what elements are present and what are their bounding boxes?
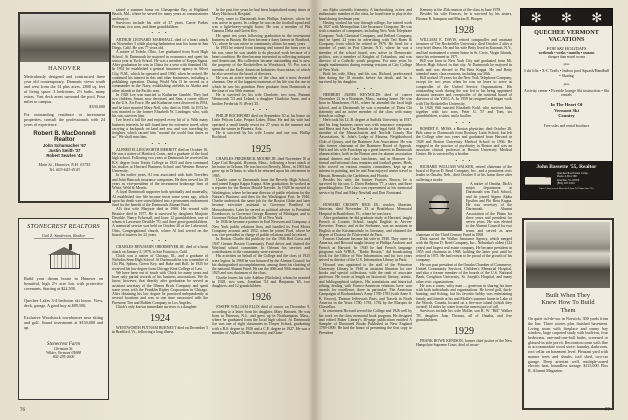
text-column — [416, 8, 512, 348]
paragraph: FRANK ROWE KENISON, former chief justice of the New Hampshire Supreme Court, died of an un- — [416, 339, 512, 348]
snowflake-icon: ✻ — [561, 9, 572, 25]
house-drawing — [46, 244, 82, 268]
paragraph: RICHARD WILLIAM WALKER, retired chairman of the board of Byron D. Reed Company, Inc., and a prominent civic leader in Omaha, Neb., died October 8 at his home there after suffering a stroke. — [416, 164, 512, 182]
ad-footer — [521, 161, 612, 199]
paragraph: Survivors include his wife Mollie, son R. W. "Bill" Walker '59, daughter Joan Thomas, all of Omaha, and five grandchildren. — [416, 309, 512, 322]
agent: Robert Searles '42 — [46, 153, 83, 158]
paragraph: Chick was a native of Chicago, Ill., and a graduate of Nicholas Senn High School. At Dartmouth he was a member of Chi Phi, Sphinx, Green Key, and Rake and Roll. In 1925 he received his law degree from Chicago Kent College of Law. — [112, 253, 208, 271]
norwich-house-ad — [522, 218, 614, 410]
paragraph: A native of Omaha, Dick's major department at Dartmouth was Tuck School, and he joined Sigma Alpha Epsilon and Phi Beta Kappa. He was secretary of the Dartmouth Alumni Association of the Plains for three years and president for seven years. He was elected to the Alumni Council for two terms and served as area chairman of the Third Century Fund in 1968. — [416, 181, 512, 237]
stonecrest-realtors-ad — [18, 218, 109, 400]
section-separator: • • • — [252, 106, 270, 112]
ad-brochure: Free sales and rental brochure — [543, 124, 590, 129]
paragraph: He is survived by his wife Charlotte, two sons, Putnam Wentworth '53 and Leland, a daughter Charlotte Anne, and a brother Frederick N. (Pete) '25. — [212, 93, 310, 106]
paragraph: After graduation he did graduate study at Harvard, taught French at Loomis School, taught English in Aix-en-Provence, France, and at the Sorbonne, was an assistant in English at the Kristianschule in Germany, and obtained the degree of Docteur de l'Université de Paris. — [319, 215, 412, 237]
paragraph: He spent ten years following graduation in the investment business in Boston. He then became a dairy farmer in Bradford, Vt., where he was active in community affairs for many years. — [212, 33, 310, 46]
paragraph: In 1928, Bill married Elizabeth Kohl, who survives him, together with two sons, Peter G. '57 and Tom, six grandchildren, a sister, and a brother. — [416, 105, 512, 119]
class-year-heading: 1924 — [150, 313, 170, 324]
paragraph: Kemeny at the 45th reunion of the class in June 1978. — [420, 8, 502, 12]
ad-body: On quiet cul-de-sac in Norwich, 300 yards from the Inn. Three stories plus finished basement. Living room with fireplace and sunny bay window, large carpeted study with built-ins, four bedrooms, one-and-one-half baths, screened or glassed-in side porch. Recreation room with flue to accommodate wood stove, laundry, darkroom, root cellar on basement level. Pleasant yard with mature trees and shrubs, tool shed, two-car garage. Deep artesian well, multiple-zoned electric heat, boundless storage. $115,000. Box R, Alumni Magazine. — [528, 316, 608, 373]
section-separator: • • • — [455, 157, 473, 163]
paragraph: In his earlier years, Al was associated with both Travelers and John Hancock insurance companies. He then served for 28 years as vice-president of the investment brokerage firm of White, Weld & Merritt. — [112, 173, 208, 190]
ad-periods: weekends • weeks • months • seasons — [538, 51, 595, 55]
ad-features: Activity center • Fireside lounge Ski instruction • Ski rentals — [523, 87, 610, 98]
agent: John Schumacher '67 — [42, 143, 87, 148]
paragraph: A native of Toledo, Ohio, Lee graduated from Scott High School. At Dartmouth he majored in economics and spent his senior year at Tuck School. He was a member of Kappa Sigma. After graduation he was in China for a year with Standard Oil. In 1931 he established a general insurance agency in Silver City, N.M., which he operated until 1960, when he retired. He continued his interest in this and other businesses, including a publishing operation. During World War II he served as a commander in the Navy, establishing airfields in Alaska and other islands in the Pacific area. — [112, 50, 208, 93]
realtor-name: John Bassette '55, Realtor — [536, 164, 597, 170]
hanover-realtor-ad — [18, 12, 111, 203]
ad-phone: Tel. 603-643-4143 — [49, 167, 80, 172]
ad-address-line: Christian St. — [53, 347, 74, 351]
paragraph: Lee lived a full life and enjoyed every bit of it. With many business interests, he still found time for extensive travel, often carrying a backpack on land and sea, and was traveling by freighter, which carried him "around the world four times or so." We shall miss him. — [112, 118, 208, 140]
paragraph: In the past five years he had been hospitalized many times at Mary Hitchcock Hospital. — [212, 8, 310, 17]
company-line: Route 4, Box 560 — [557, 175, 577, 179]
glasses — [429, 201, 449, 209]
paragraph: PHILIP ROCHFORD died on September 30 at his home on Little Pelican Lake, Pequot Lakes, Minn. He and his wife had operated a small family resort for 27 years in the summer and spent the winter in Phoenix, Ariz. — [212, 114, 310, 131]
paragraph: Chick's only known immediate survivor is a daughter. — [116, 304, 198, 309]
section-separator: • • • — [357, 195, 374, 201]
ad-title: Built When They Knew How To Build Them — [541, 292, 595, 314]
agent: Justin Smith '37 — [48, 148, 81, 153]
paragraph: Having worked his way through college, Joe started work in 1927 with Metropolitan Life Insurance Company. He was with a number of companies, including New York Telephone Company, York Chemical Company, and Bellard Company, and he spent 22 years in advertising with Ted Bates & Company, from which he retired in 1970. He lived for a number of years in Port Chester, N.Y., where he was a member of the school board, was active in Democratic politics, was a member of Knights of Columbus, and was director of a Catholic youth program. For nine years he taught mathematics during evening sessions at City College of New York. — [319, 20, 412, 72]
section-separator: • • • — [151, 140, 169, 146]
paragraph: Herb took his LL.B. degree at Suffolk University in 1937, and his long business career was with insurance companies and Hertz and Avis Car Rentals in the legal field. He was a member of the Massachusetts and Norfolk County Bar Associations, St. John's Lodge of Masons, Neighborhood Club of Quincy, and the Braintree Arts Association. He was also former chairman of the Braintree Board of Appeals. Herb and his wife Fran kept up a great interest in Dartmouth alumni affairs, both in the Boston area for alumni association annual dinners and class luncheons, and in Hanover for formal and informal class reunions and football games. Herb, who served on various reunion committees, kept up an interest in painting, and he and Fran enjoyed winter travel to Hawaii, Bermuda, the Caribbean, and Florida. — [319, 118, 412, 178]
company-line: (802) 295-5100 — [557, 181, 575, 185]
ad-title: HANOVER — [48, 66, 81, 72]
paragraph: Charlie came to Dartmouth from the Beverly High School, and joined Kappa Kappa Kappa. After graduation, he worked as a reporter for the Boston Herald-Traveler. In 1928 he moved to Washington, where he became director of public relations for the Nation's Business and then for the Washington Post. In 1940, Charlie undertook the same job for the Boston Globe and later became executive assistant to Governor Bradford of Massachusetts. Later he served as political adviser to President Eisenhower, to Governor George Romney of Michigan, and to Governor Nelson Rockefeller '30 of New York. — [212, 177, 310, 220]
ad-title: QUECHEE VERMONT VACATIONS — [534, 29, 599, 43]
paragraph: WENTWORTH PUTNAM BURNETT died on December 5 in Bradford, Vt., following a long illness. — [112, 326, 208, 335]
text-column — [112, 8, 208, 335]
listing: Quechee Lakes 3-4 bedroom ski house. View, deck, garage. A good buy at $89,500. — [24, 298, 103, 308]
paragraph: Charlie leaves his wife Adeline (Nicholas), whom he married in 1928, two sons, Jonathan '54 and Benjamin '65, two daughters, and 12 grandchildren. — [212, 275, 310, 288]
house-photo — [526, 222, 610, 288]
section-separator: • • • — [151, 238, 169, 243]
text-column — [212, 8, 310, 335]
page-number-left: 76 — [20, 408, 25, 413]
paragraph: Frances Chaloner became his wife in 1938. They came to America, and Howard taught history at Phillips Andover and French at Harvard. In 1940 he had French language programs with WRUL, "Radio Boston," did broadcasting work for the Office of War Information, and for two years served as director of the U.S. Information Library in Paris. — [319, 237, 412, 263]
ad-address-name: Stonecrest Farm — [46, 342, 80, 347]
paragraph: We have been out of touch with Chick for many years and have only partial records of his business associations. We do know, however, that directly after graduation he served as assistant secretary of the Illinois Brick Company and spent some years with the Franklin Ripley Corporation in Chicago. After obtaining his law degree he practiced independently at several locations and was at one time associated with the Firestone Tire and Rubber Company in Los Angeles. — [112, 270, 208, 305]
quechee-vacations-ad — [520, 8, 613, 200]
paragraph: CHARLES FREDERICK MOORE JR. died November 10 at Cape Cod Hospital, Hyannis, Mass., following a heart attack at his home in Orleans. He was born in Beverly, Mass., in 1903 but grew up in Orleans, to which he returned upon his retirement in 1965. — [212, 156, 310, 178]
portrait-photo — [416, 183, 462, 231]
ad-body: Meticulously designed and constructed three year old contemporary. Dramatic views south and west from the 14 plus acres. 2800 sq. feet of living space. 3 bedrooms, 2½ baths, many extras. Vast deck areas surround the pool. Four miles to campus. — [24, 74, 105, 104]
ad-title: STONECREST REALTORS — [27, 223, 100, 230]
snowflake-banner — [521, 9, 612, 26]
paragraph: Both his wife, Mary, and his son, Richard, predeceased him during the 18 months before his death, and he is survived by his daughter. — [319, 71, 412, 85]
paragraph: He was an active member of the class and a most devoted alumnus. One of the happiest moments of his life was the one in which he saw his grandson Peter graduate from Dartmouth at the time of our 50th reunion. — [212, 76, 310, 93]
paragraph: HERBERT JAMES REYNOLDS died of cancer November 12 in a Braintree, Mass., nursing home. He was born in Manchester, N.H., where he attended the local high school, and at Dartmouth he was a member of Theta Chi fraternity and an active member of the class with many friends in college. — [319, 92, 412, 118]
class-year-heading: 1928 — [454, 24, 474, 36]
section-separator: • • • — [151, 30, 169, 36]
paragraph: In 1946 he became a partner in Earl Newsom and Company, a New York public relations firm, and handled its Ford Motor Company account until 1952, when he joined Ford, where he was vice-president in charge of public relations until he retired. — [212, 220, 310, 237]
paragraph: Bill was born in New York City and graduated from Mt. Morris High School in that city. At Dartmouth he majored in math and was elected to Phi Beta Kappa. He and Betty attended many class reunions, including our 50th. — [416, 59, 512, 76]
snowflake-icon: ✻ — [591, 9, 603, 25]
paragraph: WILLIAM E. DAVIS, retired comptroller and assistant treasurer of The Rockefeller University, died October 2 after a very brief illness. He and his wife Betty lived in Katonah, N.Y., and had maintained a winter home in St. Croix, Virgin Islands, since his retirement in 1971. — [416, 37, 512, 59]
paragraph: Al's first wife Marjorie died in 1966. His second wife Beatrice died in 1977. He is survived by daughters Marjorie Dewilde, Nancy Eckersall, and Joan; 12 grandchildren, one of whom is Lawrence Dewilde '70, and three great-grandchildren. A memorial service was held on October 20 at the Lakewood, Ohio, Congregational church, where Al had served on the board of trustees for 22 years. — [112, 207, 208, 237]
ad-features: 3 ski lifts • X-C Trails • Indoor pool Squash/Handball • Skating — [523, 68, 610, 78]
realtor-name: Robert B. MacDonnell — [33, 131, 96, 137]
logo-house-icon — [525, 173, 551, 185]
company-line: Quechee, Vt. 05059 — [557, 178, 580, 182]
paragraph: Howard was appointed to the staff of the Princeton University Library in 1948 as assistant librarian for rare books and special collections, with the rank of associate professor. He wrote at length on historical, literary, artistic, and bibliographical subjects. His translations and historical editing dealing with Franco-American relations have won awards for excellence, three in particular: The American Campaigns of Rochambeau's Army 1780-1783 (with Anne S. K. Brown), Thomas Jefferson's Paris, and Travels in North America in the Years 1780, 1781, 1782 by the Marquis de Chastellux. — [319, 262, 412, 309]
paragraph: Dick started the Walker Insurance Agency, which merged with the Byron D. Reed Company, Inc., Nebraska's oldest (124 years) and largest real estate company. He became president in 1955 and chairman in 1968, holding the latter post until he retired in 1975. He had reason to be proud of the growth of his company. — [416, 237, 512, 263]
listing: Exclusive Woodstock townhouses near skiing and golf. Sound investment at $150,000 and up. — [24, 315, 103, 330]
paragraph: Bill worked 19 years for the New York Telephone Company, except for two years when he was on leave to serve as comptroller of the United Service Organizations. His outstanding work during the war led to his being appointed assistant treasurer and comptroller of the national board of directors of the Y.M.C.A. In 1959 he resigned and began work with The Rockefeller University. — [416, 76, 512, 106]
section-separator: • • • — [455, 119, 473, 125]
ad-address: Main St., Hanover, N.H. 03755 — [38, 162, 91, 167]
paragraph: ROBERT E. MOSS, a Boston physician, died October 28. Bob came to Dartmouth from Roxbury Latin School, but left the College after two years and graduated from Harvard in 1928 and Boston University Medical School in 1936. He engaged in the practice of psychiatry in Boston and was an associate clinical professor at Boston University Medical Center. He is survived by a brother. — [416, 126, 512, 157]
paragraph: ALFRED ELLINGWORTH MERRITT died on October 16. He was a native of Hartford, Conn., and a graduate of the local high school. Following two years at Dartmouth he received his B.S. degree from Trinity College in 1923 and then continued his studies at Harvard Business School and Western Reserve University. — [112, 147, 208, 173]
snowflake-icon: ✻ — [530, 9, 542, 25]
ad-plus: plus — [563, 62, 570, 66]
ad-price: $350,000 — [89, 104, 105, 109]
paragraph: Survivors include his wife of 37 years, Carrie Parkes Freeman, two sons, and three grandchildren. — [112, 20, 208, 29]
paragraph: In Boston Charlie did publicity for the 1946 Red Cross and 1947 Greater Boston Community Fund drives and chaired the Wayland school committee. In Orleans his services and contributions to the community were extensive. — [212, 237, 310, 254]
text-column — [319, 8, 412, 335]
house-photo — [20, 14, 109, 62]
paragraph: HOWARD CROSBY RICE JR., teacher, librarian, historian, died November 23 at Brattleboro Memorial Hospital in Brattleboro, Vt., where he was born. — [319, 203, 412, 216]
company-line: Quechee Real Estate Comp. — [557, 172, 589, 175]
ad-address-line: Wilder, Vermont 05088 — [46, 351, 81, 355]
paragraph: In 1953 he retired from farming and turned the farm over to his son, since he was unable to do physical work because of a heart condition. He then became interested in collecting antiques and Americana. His collection became outstanding and is now the property of the Rockefellers in Woodstock, Vt. Por was a member of the Early American Industries Association, of which he also served on the board of directors. — [212, 46, 310, 76]
class-year-heading: 1926 — [251, 292, 271, 304]
ad-heart: In The Heart Of Vermont Ski Country — [550, 102, 583, 118]
class-year-heading: 1929 — [454, 326, 474, 337]
paragraph: ma Alpha scientific fraternity. A hardworking, active, and enthusiastic member of the class, he found time to play in the band during freshman year. — [319, 8, 412, 21]
ad-cheaper: cheaper than motel rooms — [547, 55, 586, 59]
paragraph: ARTHUR LEONARD MARSHALL died of a heart attack on November 3 while playing badminton near his home in San Diego, Calif. He was 77 years old. — [112, 37, 208, 50]
section-separator: • • • — [357, 85, 374, 91]
paragraph: He was past president of the Omaha Chamber of Commerce, United Community Services, Children's Memorial Hospital, and also a former member of the boards of the U.S. National Bank, Creighton University, St. Joseph's Hospital, and many other civic organizations. — [416, 262, 512, 284]
paragraph: Porty came to Dartmouth from Phillips Andover, where he was active in sports. In college he was on the football squad and was a light-heavy-weight boxer. He was a member of Phi Gamma Delta and Green Key. — [212, 16, 310, 34]
ad-subtitle: FOR SKI HOLIDAYS — [546, 46, 587, 51]
paragraph: He was a warm, witty man — generous in sharing his time with both individuals and organizations. He loved golf, duck-hunting, and fishing, but his favorite hobby was entertaining family and friends at his and Mollie's summer home in Lake of the Woods, Canada, located on a five-acre island (which they owned) 14 miles by water from the nearest port of call. — [416, 283, 512, 309]
paragraph: In 1928 Lee was married to Katharine Gamble. They had two children, Susan, now deceased, and Sam, a career officer in the U.S. Air Force. He and Katharine were divorced in 1954, and he later married Mary Nell, who died in 1969. In 1972 he was married to the former Elizabeth W. Lindinger, who, with his son, survives him. — [112, 92, 208, 118]
paragraph: A loyal Dartmouth supporter both spiritually and materially, Al established two life income trusts some years ago, which upon his death were consolidated into a permanent endowment fund for the benefit of the Dartmouth Alumni Fund. — [112, 190, 208, 207]
ad-hours: Open 7 days a week Mon-Sat 9-5pm Fri 9-8pm Sun 12-5 — [539, 187, 594, 191]
ad-plus: plus — [563, 81, 570, 86]
ad-phone: 802-295-2600 — [52, 355, 75, 359]
ad-agent: Gail Z. Sanderson, Realtor — [34, 233, 94, 239]
paragraph: He is survived by his wife Louise and one son, Phillip Rochford. — [212, 131, 310, 140]
class-year-heading: 1925 — [251, 143, 271, 155]
paragraph: JOSEPH WILLIAM ELLIS died of cancer on December 9, according to a letter from his daughter, Mary Hartnett. He was born in Paterson, N.J., and grew up in Northampton, Mass., where he graduated from the local high school. At Dartmouth Joe was one of eight classmates in Thayer School, graduating with a B.S. degree in 1926 and a C.E. degree in 1927. He was a member of Alpha Chi Rho fraternity and Gam- — [212, 305, 310, 335]
paragraph: Besides his wife Frances, he is survived by his sisters, Eleanor R. Sampson and Marion R. Hooper. — [416, 12, 512, 21]
ad-pitch: For outstanding residence or investment properties, consult the professionals with 24 years of experience. — [24, 112, 105, 127]
paragraph: Besides his wife, the former Frances Brown, he is survived by his son, C. Davis Redmon '77, a sister, and three granddaughters. The class was represented at his memorial service by Paul and Mary Newhall and Don Norstrand. — [319, 177, 412, 195]
paragraph: His activities on behalf of the College and the class of 1925 were legion. In 1968 he was honored by the Alumni Council for his distinguished accomplishments, among them his chairing of the national Alumni Fund. He ran the 40th and 50th reunions for 1925 and was chairman of the class. — [212, 254, 310, 276]
realtor-sub: Realtor — [54, 137, 75, 143]
paragraph: In retirement Howard served the College and 1926 well by his work on the class memorial book program. He designed and edited Baker Library's 40-page publication entitled A Sampler of Illustrated Books Published in New England 1769-1809. He had the honor of presenting the first copy to President — [319, 309, 412, 335]
page-number-right: 77 — [605, 408, 610, 413]
paragraph: CHARLES BENJAMIN OBERMEYER JR. died of a heart attack on January 3, 1978, in San Francisco, Calif. — [112, 245, 208, 254]
paragraph: raised a summer home on Chesapeake Bay at Highland Beach, Md., where he served for many years as commissioner and mayor. — [112, 8, 208, 21]
listing: Build your dream house in Hanover on beautiful, high 2½ acre lots with protective covenants. Starting at $22,500. — [24, 276, 103, 291]
